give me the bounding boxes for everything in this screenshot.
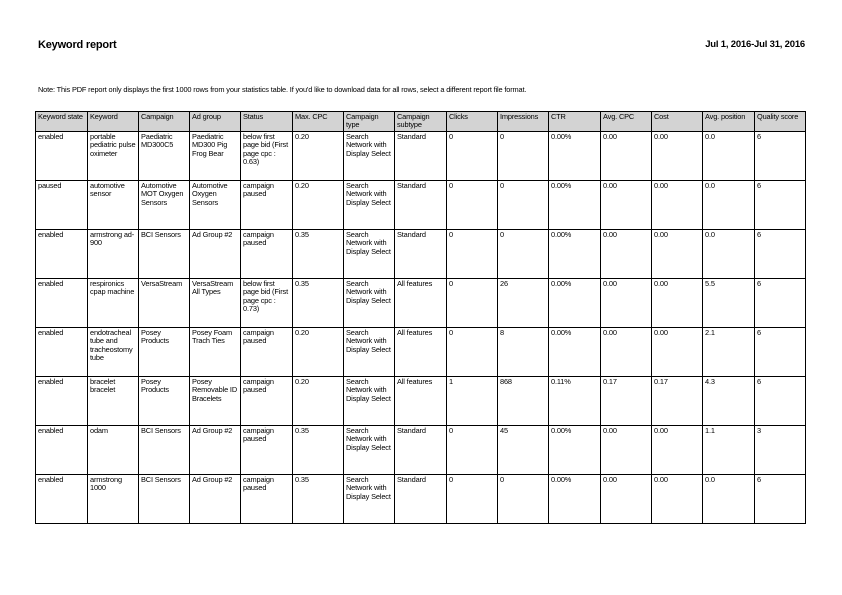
table-cell: 6	[755, 131, 806, 180]
table-cell: 0	[498, 474, 549, 523]
table-cell: 0.0	[703, 474, 755, 523]
table-cell: enabled	[36, 474, 88, 523]
column-header: Clicks	[447, 112, 498, 132]
table-cell: enabled	[36, 131, 88, 180]
table-cell: 0.00%	[549, 131, 601, 180]
table-cell: Posey Removable ID Bracelets	[190, 376, 241, 425]
table-cell: 0	[447, 131, 498, 180]
table-cell: portable pediatric pulse oximeter	[88, 131, 139, 180]
table-cell: 0.00%	[549, 278, 601, 327]
table-cell: 0.0	[703, 180, 755, 229]
table-cell: 0.17	[652, 376, 703, 425]
table-row	[36, 229, 806, 278]
table-cell: BCI Sensors	[139, 474, 190, 523]
table-cell: Search Network with Display Select	[344, 425, 395, 474]
table-cell: 0.00	[652, 474, 703, 523]
table-cell: 0	[447, 425, 498, 474]
table-cell: Ad Group #2	[190, 425, 241, 474]
table-cell: Standard	[395, 425, 447, 474]
table-cell: campaign paused	[241, 327, 293, 376]
table-row	[36, 425, 806, 474]
table-cell: 0	[447, 229, 498, 278]
table-cell: 0.20	[293, 180, 344, 229]
table-cell: 2.1	[703, 327, 755, 376]
table-cell: 6	[755, 278, 806, 327]
table-cell: 0.00	[601, 278, 652, 327]
column-header: Max. CPC	[293, 112, 344, 132]
table-cell: 0.11%	[549, 376, 601, 425]
table-cell: below first page bid (First page cpc : 0.63)	[241, 131, 293, 180]
column-header: Campaign	[139, 112, 190, 132]
table-cell: 0.00%	[549, 229, 601, 278]
table-cell: enabled	[36, 278, 88, 327]
table-cell: 0.00	[652, 180, 703, 229]
table-cell: enabled	[36, 425, 88, 474]
column-header: Impressions	[498, 112, 549, 132]
table-cell: VersaStream	[139, 278, 190, 327]
table-cell: odam	[88, 425, 139, 474]
table-row	[36, 376, 806, 425]
table-cell: 0.17	[601, 376, 652, 425]
table-cell: 6	[755, 474, 806, 523]
table-cell: 0.00	[601, 180, 652, 229]
table-cell: Search Network with Display Select	[344, 278, 395, 327]
table-cell: 6	[755, 180, 806, 229]
column-header: Campaign subtype	[395, 112, 447, 132]
report-title: Keyword report	[38, 39, 117, 51]
table-cell: Ad Group #2	[190, 474, 241, 523]
table-cell: enabled	[36, 229, 88, 278]
table-cell: 45	[498, 425, 549, 474]
table-cell: campaign paused	[241, 425, 293, 474]
table-cell: Standard	[395, 229, 447, 278]
table-cell: All features	[395, 327, 447, 376]
table-cell: 6	[755, 376, 806, 425]
table-header	[36, 112, 806, 132]
table-cell: 0.00	[601, 131, 652, 180]
table-cell: All features	[395, 376, 447, 425]
table-cell: 0	[498, 180, 549, 229]
column-header: Quality score	[755, 112, 806, 132]
table-cell: 8	[498, 327, 549, 376]
table-cell: campaign paused	[241, 180, 293, 229]
table-cell: armstrong ad-900	[88, 229, 139, 278]
header-row	[36, 112, 806, 132]
column-header: Avg. CPC	[601, 112, 652, 132]
table-cell: Paediatric MD300 Pig Frog Bear	[190, 131, 241, 180]
table-cell: 1.1	[703, 425, 755, 474]
table-cell: 0	[498, 229, 549, 278]
column-header: Cost	[652, 112, 703, 132]
table-cell: 0.00	[601, 425, 652, 474]
table-row	[36, 131, 806, 180]
table-cell: 0	[498, 131, 549, 180]
table-cell: 0.00%	[549, 180, 601, 229]
table-cell: 1	[447, 376, 498, 425]
table-cell: Search Network with Display Select	[344, 131, 395, 180]
table-cell: respironics cpap machine	[88, 278, 139, 327]
column-header: Ad group	[190, 112, 241, 132]
table-cell: Search Network with Display Select	[344, 474, 395, 523]
table-cell: Posey Products	[139, 376, 190, 425]
table-cell: Search Network with Display Select	[344, 327, 395, 376]
table-cell: Posey Products	[139, 327, 190, 376]
table-row	[36, 474, 806, 523]
table-cell: 0.00	[601, 474, 652, 523]
table-cell: 0.20	[293, 376, 344, 425]
table-cell: enabled	[36, 327, 88, 376]
table-cell: Paediatric MD300C5	[139, 131, 190, 180]
table-cell: campaign paused	[241, 376, 293, 425]
table-cell: BCI Sensors	[139, 425, 190, 474]
column-header: CTR	[549, 112, 601, 132]
column-header: Status	[241, 112, 293, 132]
column-header: Keyword state	[36, 112, 88, 132]
table-cell: 26	[498, 278, 549, 327]
table-cell: bracelet bracelet	[88, 376, 139, 425]
table-row	[36, 180, 806, 229]
table-cell: 0.00	[652, 131, 703, 180]
table-cell: Automotive Oxygen Sensors	[190, 180, 241, 229]
table-row	[36, 327, 806, 376]
table-cell: 0.35	[293, 229, 344, 278]
table-cell: 5.5	[703, 278, 755, 327]
table-cell: 0.20	[293, 131, 344, 180]
table-cell: 0.00	[652, 278, 703, 327]
table-cell: 0.35	[293, 278, 344, 327]
table-cell: 0.00%	[549, 425, 601, 474]
table-cell: 0.00	[601, 327, 652, 376]
table-cell: 0.35	[293, 474, 344, 523]
table-body	[36, 131, 806, 523]
report-date-range: Jul 1, 2016-Jul 31, 2016	[705, 39, 805, 50]
table-cell: Standard	[395, 180, 447, 229]
table-row	[36, 278, 806, 327]
table-cell: BCI Sensors	[139, 229, 190, 278]
table-cell: Search Network with Display Select	[344, 229, 395, 278]
table-cell: All features	[395, 278, 447, 327]
table-cell: enabled	[36, 376, 88, 425]
table-cell: 0	[447, 474, 498, 523]
table-cell: Ad Group #2	[190, 229, 241, 278]
table-cell: 6	[755, 327, 806, 376]
table-cell: Automotive MOT Oxygen Sensors	[139, 180, 190, 229]
table-cell: paused	[36, 180, 88, 229]
table-cell: 0.0	[703, 229, 755, 278]
table-cell: automotive sensor	[88, 180, 139, 229]
table-cell: campaign paused	[241, 229, 293, 278]
table-cell: 0.35	[293, 425, 344, 474]
table-cell: 0.20	[293, 327, 344, 376]
table-cell: 0	[447, 180, 498, 229]
table-cell: 6	[755, 229, 806, 278]
table-cell: 0.00%	[549, 327, 601, 376]
keyword-table	[35, 111, 806, 524]
table-cell: 3	[755, 425, 806, 474]
table-cell: 0.00	[652, 425, 703, 474]
column-header: Campaign type	[344, 112, 395, 132]
table-cell: 4.3	[703, 376, 755, 425]
table-cell: VersaStream All Types	[190, 278, 241, 327]
column-header: Avg. position	[703, 112, 755, 132]
table-cell: 0.00%	[549, 474, 601, 523]
table-cell: 0.00	[652, 229, 703, 278]
table-cell: 0	[447, 278, 498, 327]
table-cell: below first page bid (First page cpc : 0.73)	[241, 278, 293, 327]
table-cell: 868	[498, 376, 549, 425]
table-cell: Search Network with Display Select	[344, 180, 395, 229]
table-cell: armstrong 1000	[88, 474, 139, 523]
table-cell: Standard	[395, 131, 447, 180]
table-cell: 0.00	[601, 229, 652, 278]
table-cell: Standard	[395, 474, 447, 523]
report-note: Note: This PDF report only displays the first 1000 rows from your statistics table. If you'd like to download data for all rows, select a different report file format.	[38, 85, 527, 94]
table-cell: Search Network with Display Select	[344, 376, 395, 425]
table-cell: 0.0	[703, 131, 755, 180]
table-cell: 0	[447, 327, 498, 376]
table-cell: endotracheal tube and tracheostomy tube	[88, 327, 139, 376]
table-cell: campaign paused	[241, 474, 293, 523]
table-cell: Posey Foam Trach Ties	[190, 327, 241, 376]
column-header: Keyword	[88, 112, 139, 132]
table-cell: 0.00	[652, 327, 703, 376]
